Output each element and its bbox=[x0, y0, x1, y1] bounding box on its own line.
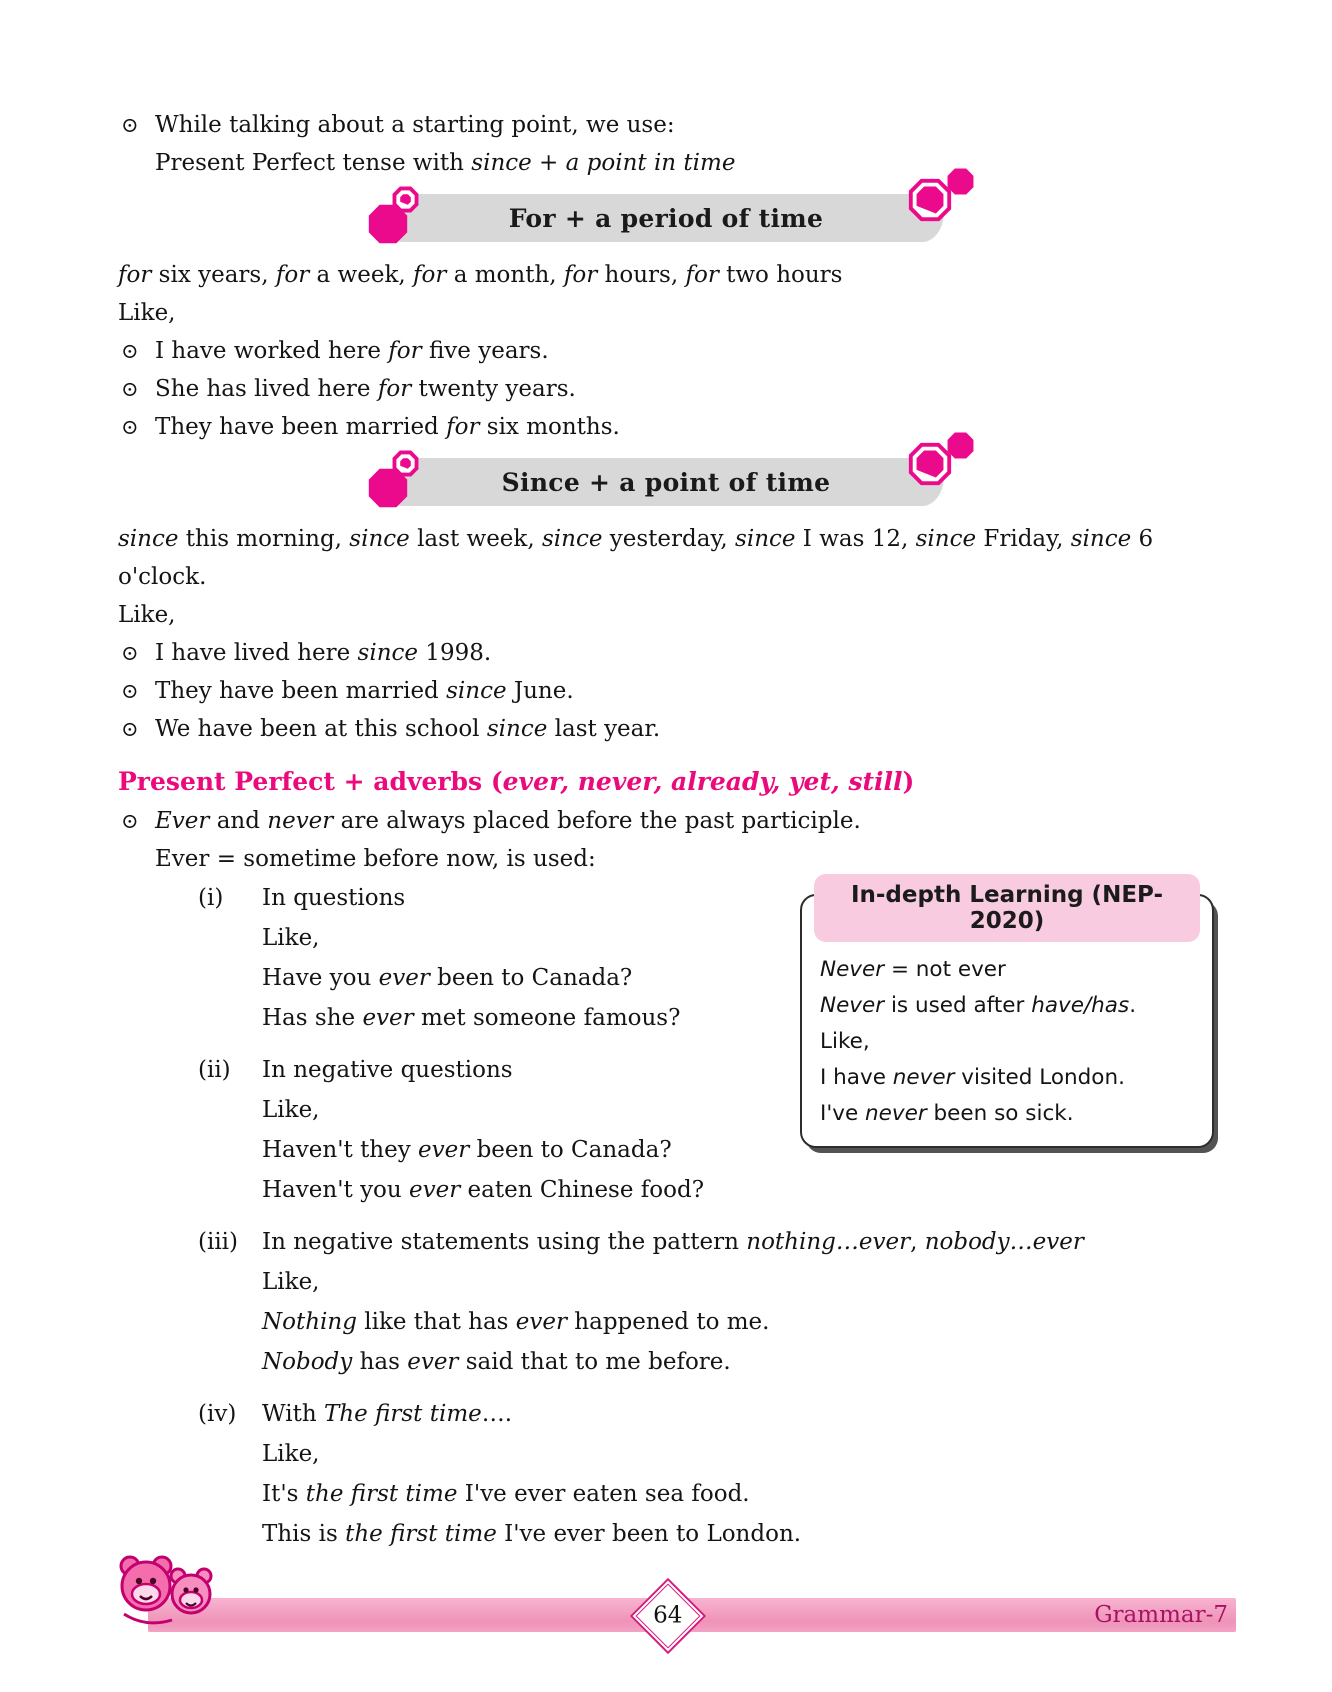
item-line: Like, bbox=[262, 1269, 320, 1295]
item-title: In negative questions bbox=[262, 1057, 513, 1083]
list-item-i bbox=[198, 878, 800, 1038]
since-bullet-1 bbox=[118, 634, 1214, 672]
bullet-text: They have been married since June. bbox=[155, 678, 574, 704]
indepth-line: Never is used after have/has. bbox=[820, 993, 1137, 1018]
bullet-icon: ⊙ bbox=[121, 113, 139, 137]
item-number: (i) bbox=[198, 885, 224, 911]
intro-line-2: Present Perfect tense with since + a point in time bbox=[155, 150, 736, 176]
page-footer bbox=[0, 1598, 1332, 1632]
for-examples-paragraph: for six years, for a week, for a month, for hours, for two hours bbox=[118, 262, 843, 288]
intro-line-1: While talking about a starting point, we use: bbox=[155, 112, 675, 138]
item-line: Haven't they ever been to Canada? bbox=[262, 1137, 672, 1163]
roman-items-left-column bbox=[118, 878, 800, 1222]
banner-since-strip bbox=[388, 458, 944, 506]
bullet-icon: ⊙ bbox=[121, 415, 139, 439]
bullet-icon: ⊙ bbox=[121, 339, 139, 363]
item-line: Nothing like that has ever happened to me. bbox=[262, 1309, 770, 1335]
bullet-text: They have been married for six months. bbox=[155, 414, 620, 440]
item-body bbox=[262, 1394, 1214, 1554]
indepth-learning-title: In-depth Learning (NEP-2020) bbox=[814, 874, 1200, 942]
item-body bbox=[262, 1050, 800, 1210]
since-bullet-3 bbox=[118, 710, 1214, 748]
bullet-icon: ⊙ bbox=[121, 377, 139, 401]
like-label: Like, bbox=[118, 602, 176, 628]
item-line: Like, bbox=[262, 1441, 320, 1467]
bullet-text: I have worked here for five years. bbox=[155, 338, 549, 364]
item-body bbox=[262, 878, 800, 1038]
item-line: It's the first time I've ever eaten sea food. bbox=[262, 1481, 750, 1507]
item-line: Have you ever been to Canada? bbox=[262, 965, 633, 991]
since-examples-paragraph: since this morning, since last week, since yesterday, since I was 12, since Friday, since 6 o'clock. bbox=[118, 526, 1154, 590]
bullet-icon: ⊙ bbox=[121, 809, 139, 833]
adverbs-bullet bbox=[118, 802, 1214, 840]
section-heading-adverbs: Present Perfect + adverbs (ever, never, already, yet, still) bbox=[118, 767, 915, 796]
item-title: In negative statements using the pattern nothing…ever, nobody…ever bbox=[262, 1229, 1084, 1255]
banner-for bbox=[388, 194, 944, 242]
banner-since bbox=[388, 458, 944, 506]
bullet-icon: ⊙ bbox=[121, 717, 139, 741]
banner-for-label: For + a period of time bbox=[508, 203, 824, 233]
list-item-ii bbox=[198, 1050, 800, 1210]
item-line: This is the first time I've ever been to London. bbox=[262, 1521, 802, 1547]
book-title-label: Grammar-7 bbox=[1094, 1602, 1228, 1628]
mascot-illustration bbox=[104, 1528, 222, 1640]
item-line: Haven't you ever eaten Chinese food? bbox=[262, 1177, 705, 1203]
item-title: In questions bbox=[262, 885, 406, 911]
like-label: Like, bbox=[118, 300, 176, 326]
for-bullet-1 bbox=[118, 332, 1214, 370]
list-item-iii bbox=[198, 1222, 1214, 1382]
bullet-text: I have lived here since 1998. bbox=[155, 640, 492, 666]
bullet-text: We have been at this school since last year. bbox=[155, 716, 661, 742]
bullet-icon: ⊙ bbox=[121, 679, 139, 703]
ever-definition-line: Ever = sometime before now, is used: bbox=[155, 846, 596, 872]
since-bullet-2 bbox=[118, 672, 1214, 710]
item-number: (iii) bbox=[198, 1229, 239, 1255]
item-line: Like, bbox=[262, 1097, 320, 1123]
indepth-line: I've never been so sick. bbox=[820, 1101, 1074, 1126]
indepth-line: Like, bbox=[820, 1029, 870, 1054]
bullet-text: Ever and never are always placed before the past participle. bbox=[155, 808, 861, 834]
for-bullet-2 bbox=[118, 370, 1214, 408]
item-title: With The first time…. bbox=[262, 1401, 513, 1427]
item-line: Nobody has ever said that to me before. bbox=[262, 1349, 731, 1375]
roman-items-full-width bbox=[118, 1222, 1214, 1554]
banner-for-strip bbox=[388, 194, 944, 242]
roman-items-with-aside bbox=[118, 878, 1214, 1222]
item-line: Like, bbox=[262, 925, 320, 951]
page-number-badge bbox=[630, 1578, 706, 1654]
indepth-line: I have never visited London. bbox=[820, 1065, 1125, 1090]
bullet-text: She has lived here for twenty years. bbox=[155, 376, 576, 402]
item-body bbox=[262, 1222, 1214, 1382]
item-number: (ii) bbox=[198, 1057, 231, 1083]
page-number: 64 bbox=[653, 1603, 683, 1629]
bullet-icon: ⊙ bbox=[121, 641, 139, 665]
indepth-learning-box bbox=[800, 882, 1214, 1148]
for-bullet-3 bbox=[118, 408, 1214, 446]
item-line: Has she ever met someone famous? bbox=[262, 1005, 681, 1031]
intro-bullet bbox=[118, 106, 1214, 144]
item-number: (iv) bbox=[198, 1401, 237, 1427]
indepth-line: Never = not ever bbox=[820, 957, 1006, 982]
banner-since-label: Since + a point of time bbox=[501, 467, 831, 497]
list-item-iv bbox=[198, 1394, 1214, 1554]
